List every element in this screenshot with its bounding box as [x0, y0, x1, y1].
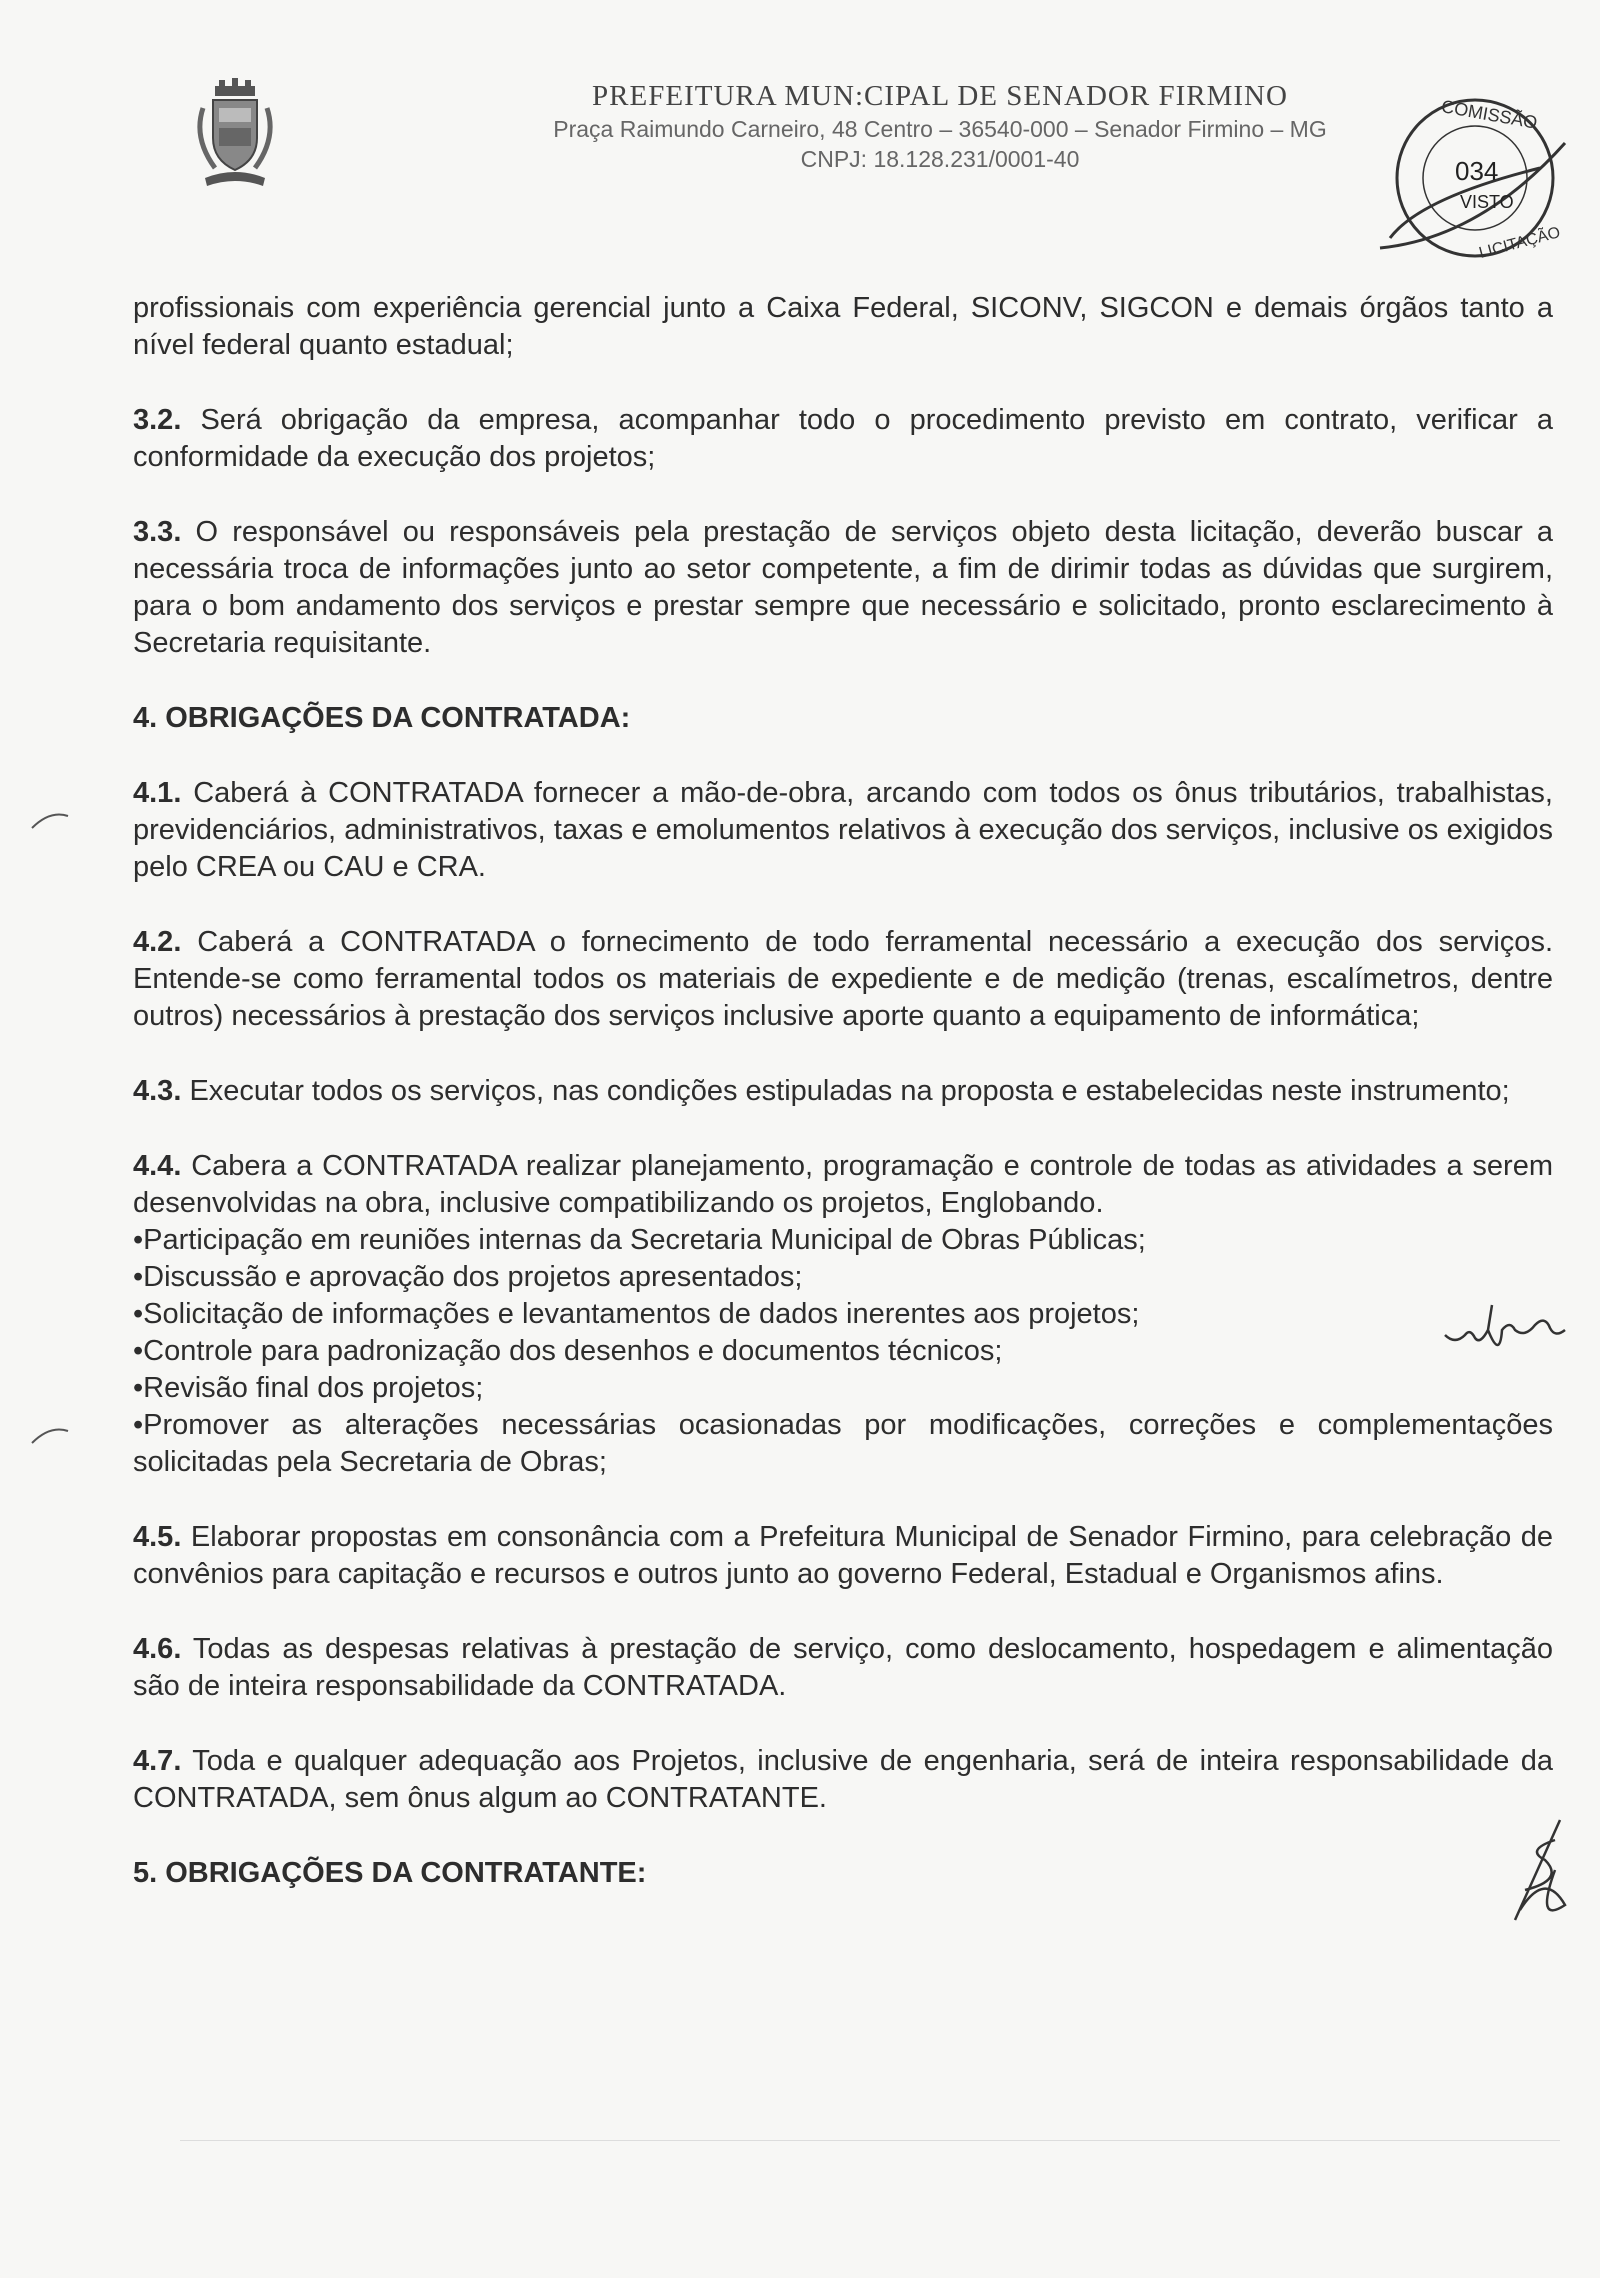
stamp-middle-text: VISTO — [1460, 192, 1514, 212]
list-item: •Discussão e aprovação dos projetos apresentados; — [133, 1261, 803, 1293]
clause-text: Caberá a CONTRATADA o fornecimento de todo ferramental necessário a execução dos serviços. Entende-se como ferramental todos os materiais de expediente e de medição (trenas, escalímetros, dentre outros) necessários à prestação dos serviços inclusive aporte quanto a equipamento de informática; — [133, 926, 1553, 1032]
clause-number: 4.2. — [133, 926, 182, 958]
clause-number: 4.7. — [133, 1745, 182, 1777]
clause-4-2 — [133, 924, 1553, 1035]
divider — [180, 2140, 1560, 2141]
clause-text: O responsável ou responsáveis pela prestação de serviços objeto desta licitação, deverão buscar a necessária troca de informações junto ao setor competente, a fim de dirimir todas as dúvidas que surgirem, para o bom andamento dos serviços e prestar sempre que necessário e solicitado, pronto esclarecimento à Secretaria requisitante. — [133, 516, 1553, 659]
clause-4-4 — [133, 1148, 1553, 1222]
clause-number: 4.6. — [133, 1633, 182, 1665]
letterhead-org: PREFEITURA MUN:CIPAL DE SENADOR FIRMINO — [592, 80, 1288, 112]
document-body — [133, 290, 1553, 1892]
handwritten-rubric-signature — [1505, 1810, 1575, 1940]
list-item: •Participação em reuniões internas da Secretaria Municipal de Obras Públicas; — [133, 1224, 1146, 1256]
clause-text: Será obrigação da empresa, acompanhar todo o procedimento previsto em contrato, verificar a conformidade da execução dos projetos; — [133, 404, 1554, 473]
clause-text: Cabera a CONTRATADA realizar planejamento, programação e controle de todas as atividades a serem desenvolvidas na obra, inclusive compatibilizando os projetos, Englobando. — [133, 1150, 1553, 1219]
paragraph-continuation: profissionais com experiência gerencial junto a Caixa Federal, SICONV, SIGCON e demais órgãos tanto a nível federal quanto estadual; — [133, 292, 1553, 361]
letterhead-cnpj: CNPJ: 18.128.231/0001-40 — [800, 146, 1080, 172]
clause-number: 3.3. — [133, 516, 182, 548]
clause-text: Caberá à CONTRATADA fornecer a mão-de-obra, arcando com todos os ônus tributários, trabalhistas, previdenciários, administrativos, taxas e emolumentos relativos à execução dos serviços, inclusive os exigidos pelo CREA ou CAU e CRA. — [133, 777, 1553, 883]
clause-text: Elaborar propostas em consonância com a Prefeitura Municipal de Senador Firmino, para celebração de convênios para capitação e recursos e outros junto ao governo Federal, Estadual e Organismos afins. — [133, 1521, 1553, 1590]
list-item: •Promover as alterações necessárias ocasionadas por modificações, correções e complementações solicitadas pela Secretaria de Obras; — [133, 1409, 1553, 1478]
clause-4-1 — [133, 775, 1553, 886]
clause-number: 4.1. — [133, 777, 182, 809]
clause-number: 4.4. — [133, 1150, 182, 1182]
coat-of-arms-logo — [185, 78, 285, 193]
clause-text: Todas as despesas relativas à prestação de serviço, como deslocamento, hospedagem e alimentação são de inteira responsabilidade da CONTRATADA. — [133, 1633, 1553, 1702]
clause-number: 4.5. — [133, 1521, 182, 1553]
section-heading-4: 4. OBRIGAÇÕES DA CONTRATADA: — [133, 702, 631, 734]
letterhead-address: Praça Raimundo Carneiro, 48 Centro – 36540-000 – Senador Firmino – MG — [553, 116, 1327, 142]
clause-text: Toda e qualquer adequação aos Projetos, inclusive de engenharia, será de inteira responsabilidade da CONTRATADA, sem ônus algum ao CONTRATANTE. — [133, 1745, 1553, 1814]
stamp-number: 034 — [1455, 156, 1499, 186]
clause-4-6 — [133, 1631, 1553, 1705]
letterhead — [440, 78, 1440, 174]
clause-4-5 — [133, 1519, 1553, 1593]
list-item: •Solicitação de informações e levantamentos de dados inerentes aos projetos; — [133, 1298, 1140, 1330]
clause-3-3 — [133, 514, 1553, 662]
clause-number: 3.2. — [133, 404, 182, 436]
handwritten-initials-signature — [1440, 1300, 1570, 1360]
list-item: •Controle para padronização dos desenhos e documentos técnicos; — [133, 1335, 1003, 1367]
stamp-top-text: COMISSÃO — [1439, 96, 1539, 133]
clause-number: 4.3. — [133, 1075, 182, 1107]
margin-mark — [30, 1425, 70, 1445]
clause-4-3 — [133, 1073, 1553, 1110]
clause-3-2 — [133, 402, 1553, 476]
clause-4-7 — [133, 1743, 1553, 1817]
section-heading-5: 5. OBRIGAÇÕES DA CONTRATANTE: — [133, 1857, 647, 1889]
margin-mark — [30, 810, 70, 830]
list-item: •Revisão final dos projetos; — [133, 1372, 484, 1404]
comissao-licitacao-stamp — [1360, 88, 1580, 278]
clause-text: Executar todos os serviços, nas condições estipuladas na proposta e estabelecidas neste instrumento; — [189, 1075, 1510, 1107]
stamp-bottom-text: LICITAÇÃO — [1477, 224, 1563, 263]
